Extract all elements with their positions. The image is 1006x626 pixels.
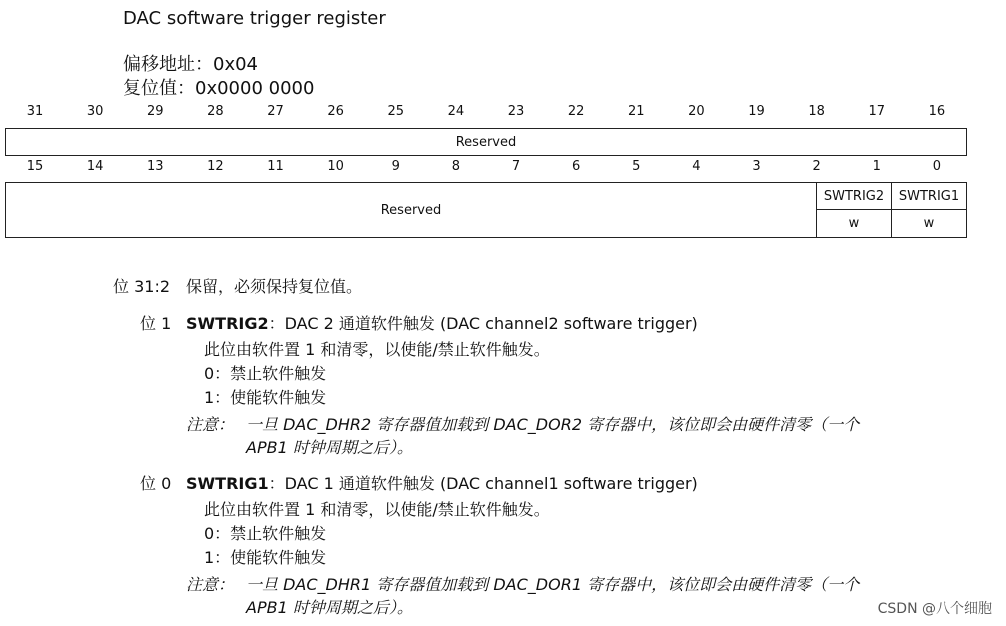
bit-number-13: 13 [147,159,164,174]
reset-value: 复位值：0x0000 0000 [123,78,315,99]
bit-number-12: 12 [207,159,224,174]
register-title: DAC software trigger register [123,8,386,29]
bit-number-1: 1 [872,159,881,174]
bit-number-29: 29 [147,104,164,119]
bit-number-21: 21 [628,104,645,119]
swtrig2-access [816,209,892,238]
bit-number-10: 10 [327,159,344,174]
bit-number-7: 7 [511,159,521,174]
bit-number-25: 25 [387,104,405,119]
bit-number-8: 8 [451,159,461,174]
bit-number-28: 28 [207,104,224,119]
bit0-heading-text: ：DAC 1 通道软件触发 (DAC channel1 software trigger) [268,474,698,493]
bit1-heading [186,311,698,334]
bit-number-15: 15 [26,159,44,174]
bit1-line3: 1：使能软件触发 [204,388,327,407]
bit1-heading-text: ：DAC 2 通道软件触发 (DAC channel2 software trigger) [268,314,698,333]
reserved-label: Reserved [380,202,442,218]
bit1-line1: 此位由软件置 1 和清零，以使能/禁止软件触发。 [204,340,550,359]
bit-number-18: 18 [808,104,825,119]
bit-number-17: 17 [868,104,886,119]
bit-number-19: 19 [748,104,765,119]
bit1-note-label: 注意： [186,415,235,434]
bit-number-27: 27 [267,104,284,119]
bit0-note-label: 注意： [186,575,235,594]
bit-number-16: 16 [928,104,946,119]
bits31-2-text: 保留，必须保持复位值。 [186,277,363,296]
reserved-field-lower [5,182,817,238]
bit0-label: 位 0 [140,474,172,493]
swtrig2-access-label: w [848,216,860,231]
bit1-note-line1: 一旦 DAC_DHR2 寄存器值加载到 DAC_DOR2 寄存器中，该位即会由硬件清零（一个 [246,415,860,434]
swtrig1-field [891,182,967,210]
bit0-note-line1: 一旦 DAC_DHR1 寄存器值加载到 DAC_DOR1 寄存器中，该位即会由硬件清零（一个 [246,575,860,594]
bit-number-23: 23 [507,104,525,119]
bit0-heading [186,471,698,494]
bit0-line3: 1：使能软件触发 [204,548,327,567]
bit-number-30: 30 [86,104,104,119]
swtrig2-field [816,182,892,210]
bit-number-11: 11 [267,159,284,174]
bit-number-26: 26 [327,104,344,119]
bit1-line2: 0：禁止软件触发 [204,364,327,383]
bit0-note-line2: APB1 时钟周期之后）。 [246,598,413,617]
bit-number-5: 5 [632,159,641,174]
bit-number-24: 24 [447,104,465,119]
bits31-2-label: 位 31:2 [113,277,171,296]
swtrig2-field-name: SWTRIG2 [823,188,885,204]
bit0-line2: 0：禁止软件触发 [204,524,327,543]
bit-number-22: 22 [567,104,585,119]
bit-number-20: 20 [688,104,705,119]
bit-number-6: 6 [572,159,581,174]
bit-number-31: 31 [26,104,44,119]
bit1-label: 位 1 [140,314,172,333]
bit-number-14: 14 [86,159,104,174]
bit-numbers-lower [5,159,967,177]
reserved-field-upper [5,128,967,156]
bit-number-3: 3 [752,159,761,174]
bit-number-9: 9 [391,159,400,174]
swtrig1-access [891,209,967,238]
bit1-field-name: SWTRIG2 [186,314,269,333]
reserved-label: Reserved [455,134,517,150]
bit-number-0: 0 [932,159,942,174]
bit-number-4: 4 [692,159,701,174]
offset-address: 偏移地址：0x04 [123,54,259,75]
bit0-line1: 此位由软件置 1 和清零，以使能/禁止软件触发。 [204,500,550,519]
bit-number-2: 2 [812,159,821,174]
bit-numbers-upper [5,104,967,122]
watermark-text: CSDN @八个细胞 [877,601,992,617]
bit1-note-line2: APB1 时钟周期之后）。 [246,438,413,457]
swtrig1-access-label: w [923,216,935,231]
swtrig1-field-name: SWTRIG1 [898,188,960,204]
bit0-field-name: SWTRIG1 [186,474,269,493]
